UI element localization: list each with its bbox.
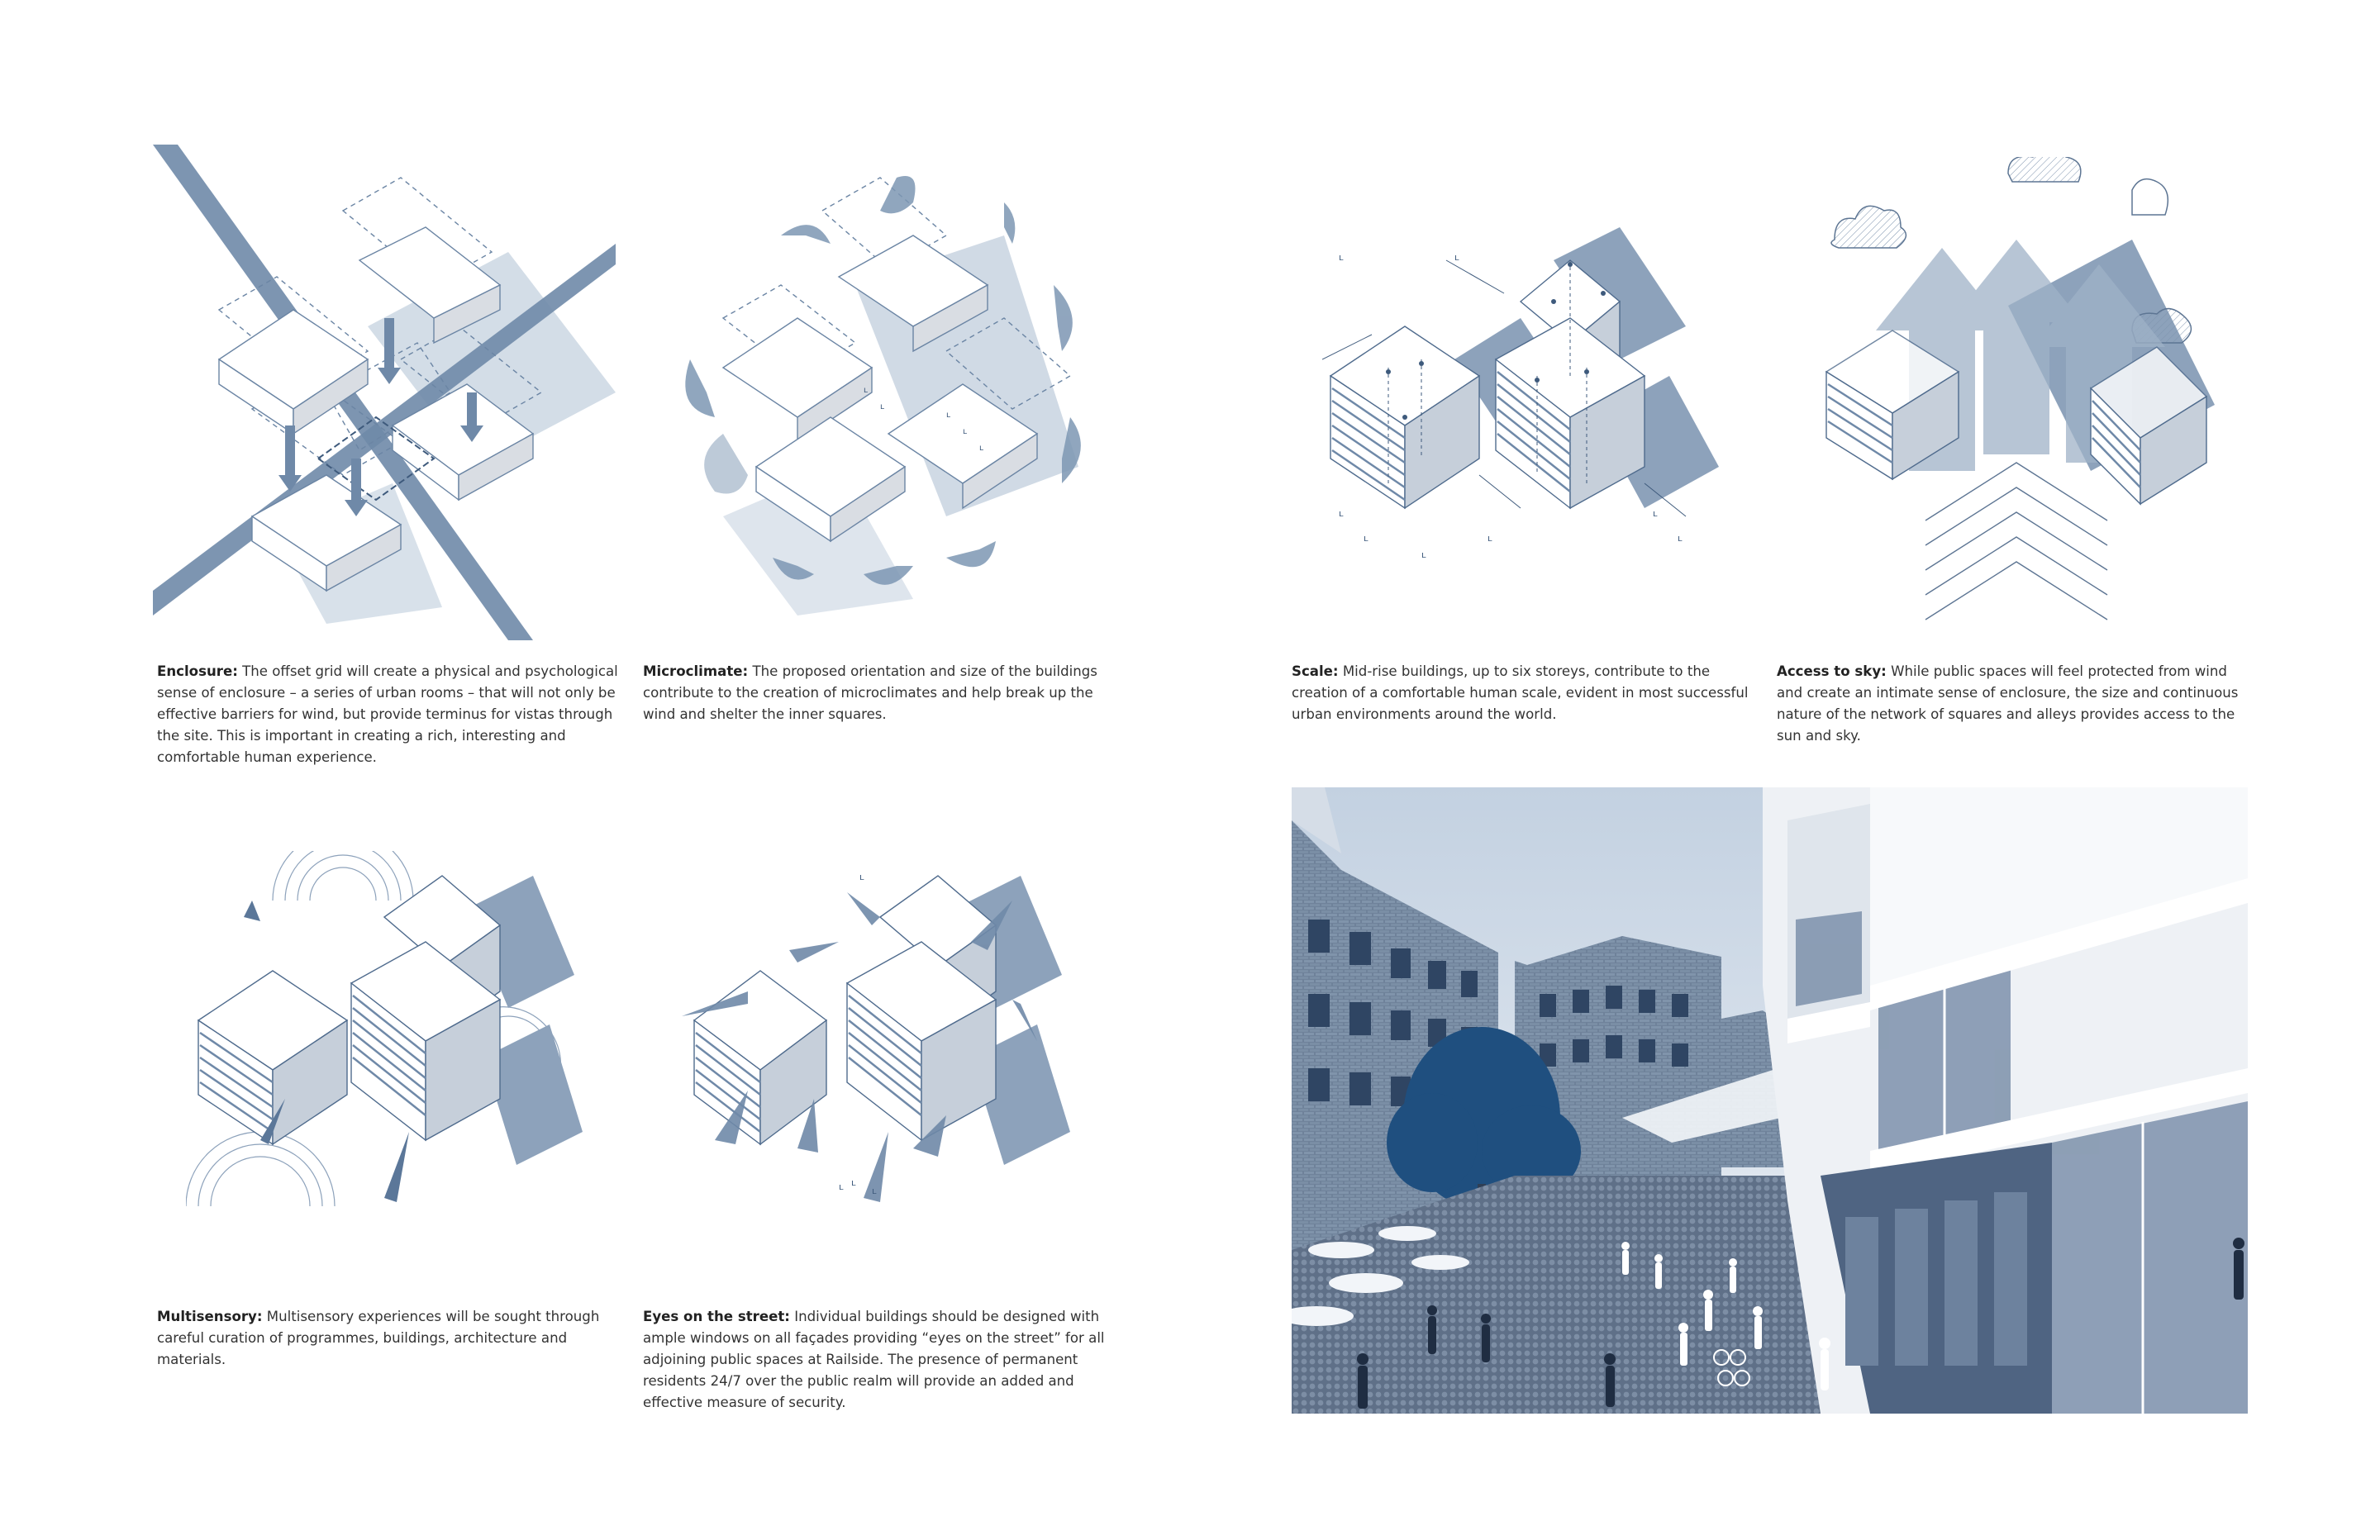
caption-microclimate-heading: Microclimate:: [643, 663, 749, 679]
svg-text:ʟ: ʟ: [872, 1186, 877, 1196]
caption-multisensory-heading: Multisensory:: [157, 1309, 263, 1324]
caption-enclosure-heading: Enclosure:: [157, 663, 238, 679]
caption-multisensory-body: Multisensory experiences will be sought through careful curation of programmes, buildings, architecture and materials.: [157, 1309, 600, 1367]
microclimate-diagram: [674, 169, 1103, 632]
scale-diagram: [1322, 211, 1719, 574]
eyes-on-street-diagram: [674, 851, 1087, 1231]
street-render-image: [1292, 787, 2248, 1414]
caption-enclosure-body: The offset grid will create a physical and psychological sense of enclosure – a series of urban rooms – that will not only be effective barriers for wind, but provide terminus for vistas through the site. This is important in creating a rich, interesting and comfortable human experience.: [157, 663, 618, 765]
caption-access-to-sky-heading: Access to sky:: [1777, 663, 1887, 679]
svg-text:ʟ: ʟ: [946, 411, 951, 420]
multisensory-diagram: [186, 851, 599, 1231]
caption-scale-heading: Scale:: [1292, 663, 1339, 679]
caption-scale: [1292, 661, 1754, 725]
caption-scale-body: Mid-rise buildings, up to six storeys, contribute to the creation of a comfortable human scale, evident in most successful urban environments around the world.: [1292, 663, 1749, 722]
svg-text:ʟ: ʟ: [1339, 252, 1344, 263]
caption-microclimate: [643, 661, 1114, 725]
svg-text:ʟ: ʟ: [1421, 549, 1426, 560]
svg-text:ʟ: ʟ: [979, 444, 984, 453]
caption-eyes-on-street-body: Individual buildings should be designed with ample windows on all façades providing “eyes on the street” for all adjoining public spaces at Railside. The presence of permanent residents 24/7 over the public realm will provide an added and effective measure of security.: [643, 1309, 1105, 1410]
caption-eyes-on-street-heading: Eyes on the street:: [643, 1309, 790, 1324]
caption-eyes-on-street: [643, 1306, 1106, 1414]
svg-text:ʟ: ʟ: [859, 872, 864, 882]
caption-access-to-sky: [1777, 661, 2256, 747]
caption-multisensory: [157, 1306, 636, 1371]
svg-text:ʟ: ʟ: [1454, 252, 1459, 263]
caption-access-to-sky-body: While public spaces will feel protected from wind and create an intimate sense of enclosure, the size and continuous nature of the network of squares and alleys provides access to the sun and sky.: [1777, 663, 2239, 744]
svg-text:ʟ: ʟ: [1678, 533, 1683, 544]
street-perspective-render: [1292, 787, 2248, 1414]
svg-text:ʟ: ʟ: [880, 402, 885, 411]
svg-text:ʟ: ʟ: [839, 1181, 844, 1192]
enclosure-diagram: [153, 145, 632, 640]
svg-text:ʟ: ʟ: [1488, 533, 1492, 544]
svg-text:ʟ: ʟ: [864, 386, 869, 395]
svg-text:ʟ: ʟ: [963, 427, 968, 436]
caption-enclosure: [157, 661, 628, 768]
svg-text:ʟ: ʟ: [1364, 533, 1368, 544]
caption-microclimate-body: The proposed orientation and size of the buildings contribute to the creation of microclimates and help break up the wind and shelter the inner squares.: [643, 663, 1097, 722]
svg-text:ʟ: ʟ: [851, 1177, 856, 1188]
access-to-sky-diagram: [1818, 157, 2223, 636]
svg-text:ʟ: ʟ: [1339, 508, 1344, 519]
svg-text:ʟ: ʟ: [1653, 508, 1658, 519]
